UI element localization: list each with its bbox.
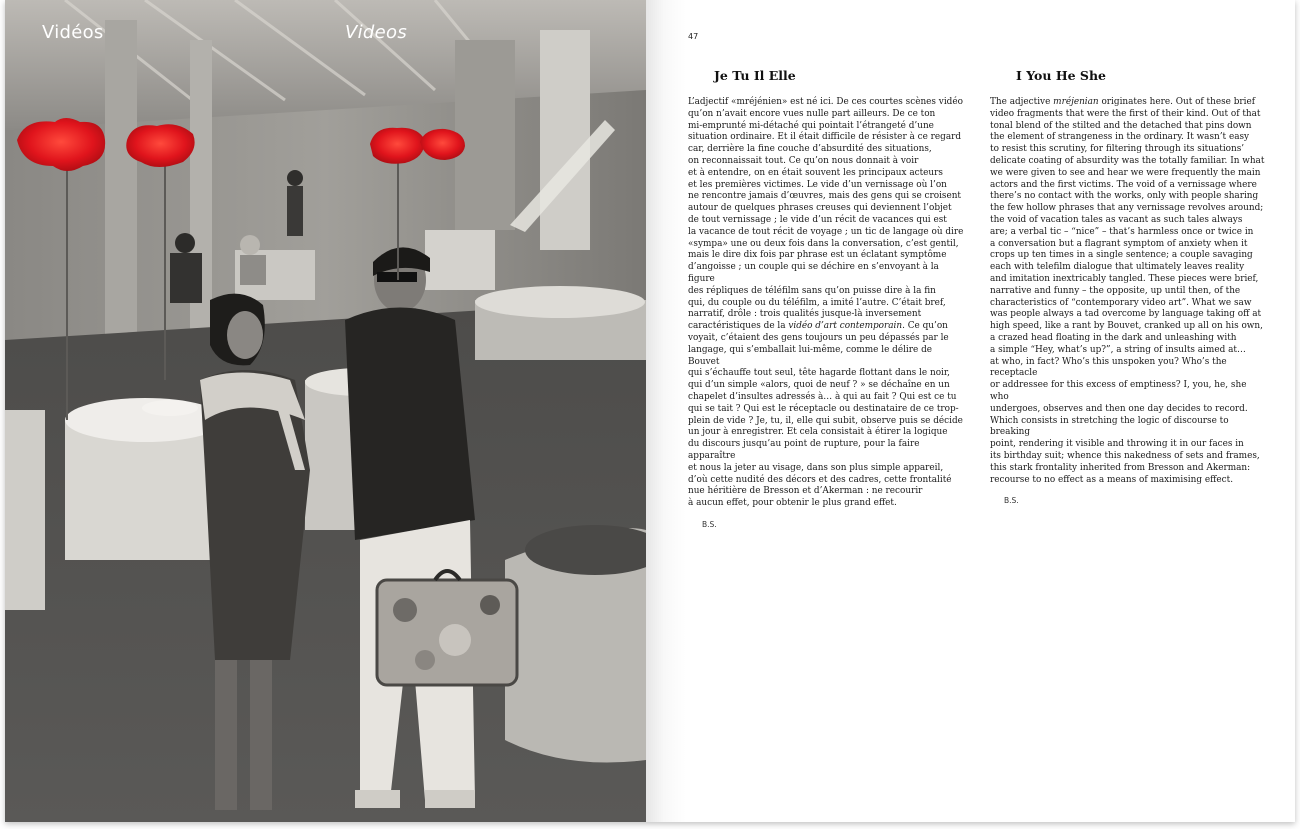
photo-illustration (5, 0, 646, 822)
section-title-fr: Vidéos (42, 22, 104, 43)
french-title: Je Tu Il Elle (714, 68, 796, 83)
french-column (688, 68, 964, 529)
section-title-en: Videos (345, 22, 408, 43)
suitcase (377, 571, 517, 685)
french-body-part1: L’adjectif «mréjénien» est né ici. De ces courtes scènes vidéo qu’on n’avait encore vues nulle part ailleurs. De ce ton mi-emprunté mi-détaché qui pointait l’étrangeté d’une situation ordinaire. Et il était difficile de résister à ce regard car, derrière la fine couche d’absurdité des situations, on reconnaissait tout. Ce qu’on nous donnait à voir et à entendre, on en était souvent les principaux acteurs et les premières victimes. Le vide d’un vernissage où l’on ne rencontre jamais d’œuvres, mais des gens qui se croisent autour de quelques phrases creuses qui deviennent l’objet de tout vernissage ; le vide d’un récit de vacances qui est la vacance de tout récit de voyage ; un tic de langage où dire «sympa» une ou deux fois dans la conversation, c’est gentil, mais le dire dix fois par phrase est un éclatant symptôme d’angoisse ; un couple qui se déchire en s’envoyant à la figure des répliques de téléfilm sans qu’on puisse dire à la fin qui, du couple ou du téléfilm, a imité l’autre. C’était bref, narratif, drôle : trois qualités jusque-là inversement caractéristiques de la (688, 97, 964, 332)
french-body (688, 97, 964, 510)
english-signature: B.S. (1004, 496, 1019, 506)
french-signature: B.S. (702, 519, 717, 529)
column (105, 20, 137, 360)
page-number: 47 (688, 32, 699, 41)
english-body-part1: The adjective (990, 97, 1054, 107)
english-body-part2: originates here. Out of these brief video fragments that were the first of their kind. Out of that tonal blend of the stilted and the detached that pins down the element of strangeness in the ordinary. It wasn’t easy to resist this scrutiny, for filtering through its situations’ delicate coating of absurdity was the totally familiar. In what we were given to see and hear we were frequently the main actors and the first victims. The void of a vernissage where there’s no contact with the works, only with people sharing the few hollow phrases that any vernissage revolves around; the void of vacation tales as vacant as such tales always are; a verbal tic – “nice” – that’s harmless once or twice in a conversation but a flagrant symptom of anxiety when it crops up ten times in a single sentence; a couple savaging each with telefilm dialogue that ultimately leaves reality and imitation inextricably tangled. These pieces were brief, narrative and funny – the opposite, up until then, of the characteristics of “contemporary video art”. What we saw was people always a tad overcome by language taking off at high speed, like a rant by Bouvet, cranked up all on his own, a crazed head floating in the dark and unleashing with a simple “Hey, what’s up?”, a string of insults aimed at… at who, in fact? Who’s this unspoken you? Who’s the receptacle or addressee for this excess of emptiness? I, you, he, she who undergoes, observes and then one day decides to record. Which consists in stretching the logic of discourse to breaking point, rendering it visible and throwing it in our faces in its birthday suit; whence this nakedness of sets and frames, this stark frontality inherited from Bresson and Akerman: recourse to no effect as a means of maximising effect. (990, 97, 1265, 485)
left-page-photo (5, 0, 646, 822)
english-column (990, 68, 1266, 505)
right-page (646, 0, 1295, 822)
french-body-italic: vidéo d’art contemporain (788, 321, 903, 332)
english-body-italic: mréjenian (1053, 97, 1099, 107)
english-title: I You He She (1016, 68, 1106, 83)
french-body-part2: . Ce qu’on voyait, c’étaient des gens toujours un peu dépassés par le langage, qui s’emballait lui-même, comme le délire de Bouvet qui s’échauffe tout seul, tête hagarde flottant dans le noir, qui d’un simple «alors, quoi de neuf ? » se déchaîne en un chapelet d’insultes adressés à… à qui au fait ? Qui est ce tu qui se tait ? Qui est le réceptacle ou destinataire de ce trop- plein de vide ? Je, tu, il, elle qui subit, observe puis se décide un jour à enregistrer. Et cela consistait à étirer la logique du discours jusqu’au point de rupture, pour la faire apparaître et nous la jeter au visage, dans son plus simple appareil, d’où cette nudité des décors et des cadres, cette frontalité nue héritière de Bresson et d’Akerman : ne recourir à aucun effet, pour obtenir le plus grand effet. (688, 321, 963, 509)
book-spread (5, 0, 1295, 822)
english-body (990, 97, 1266, 486)
